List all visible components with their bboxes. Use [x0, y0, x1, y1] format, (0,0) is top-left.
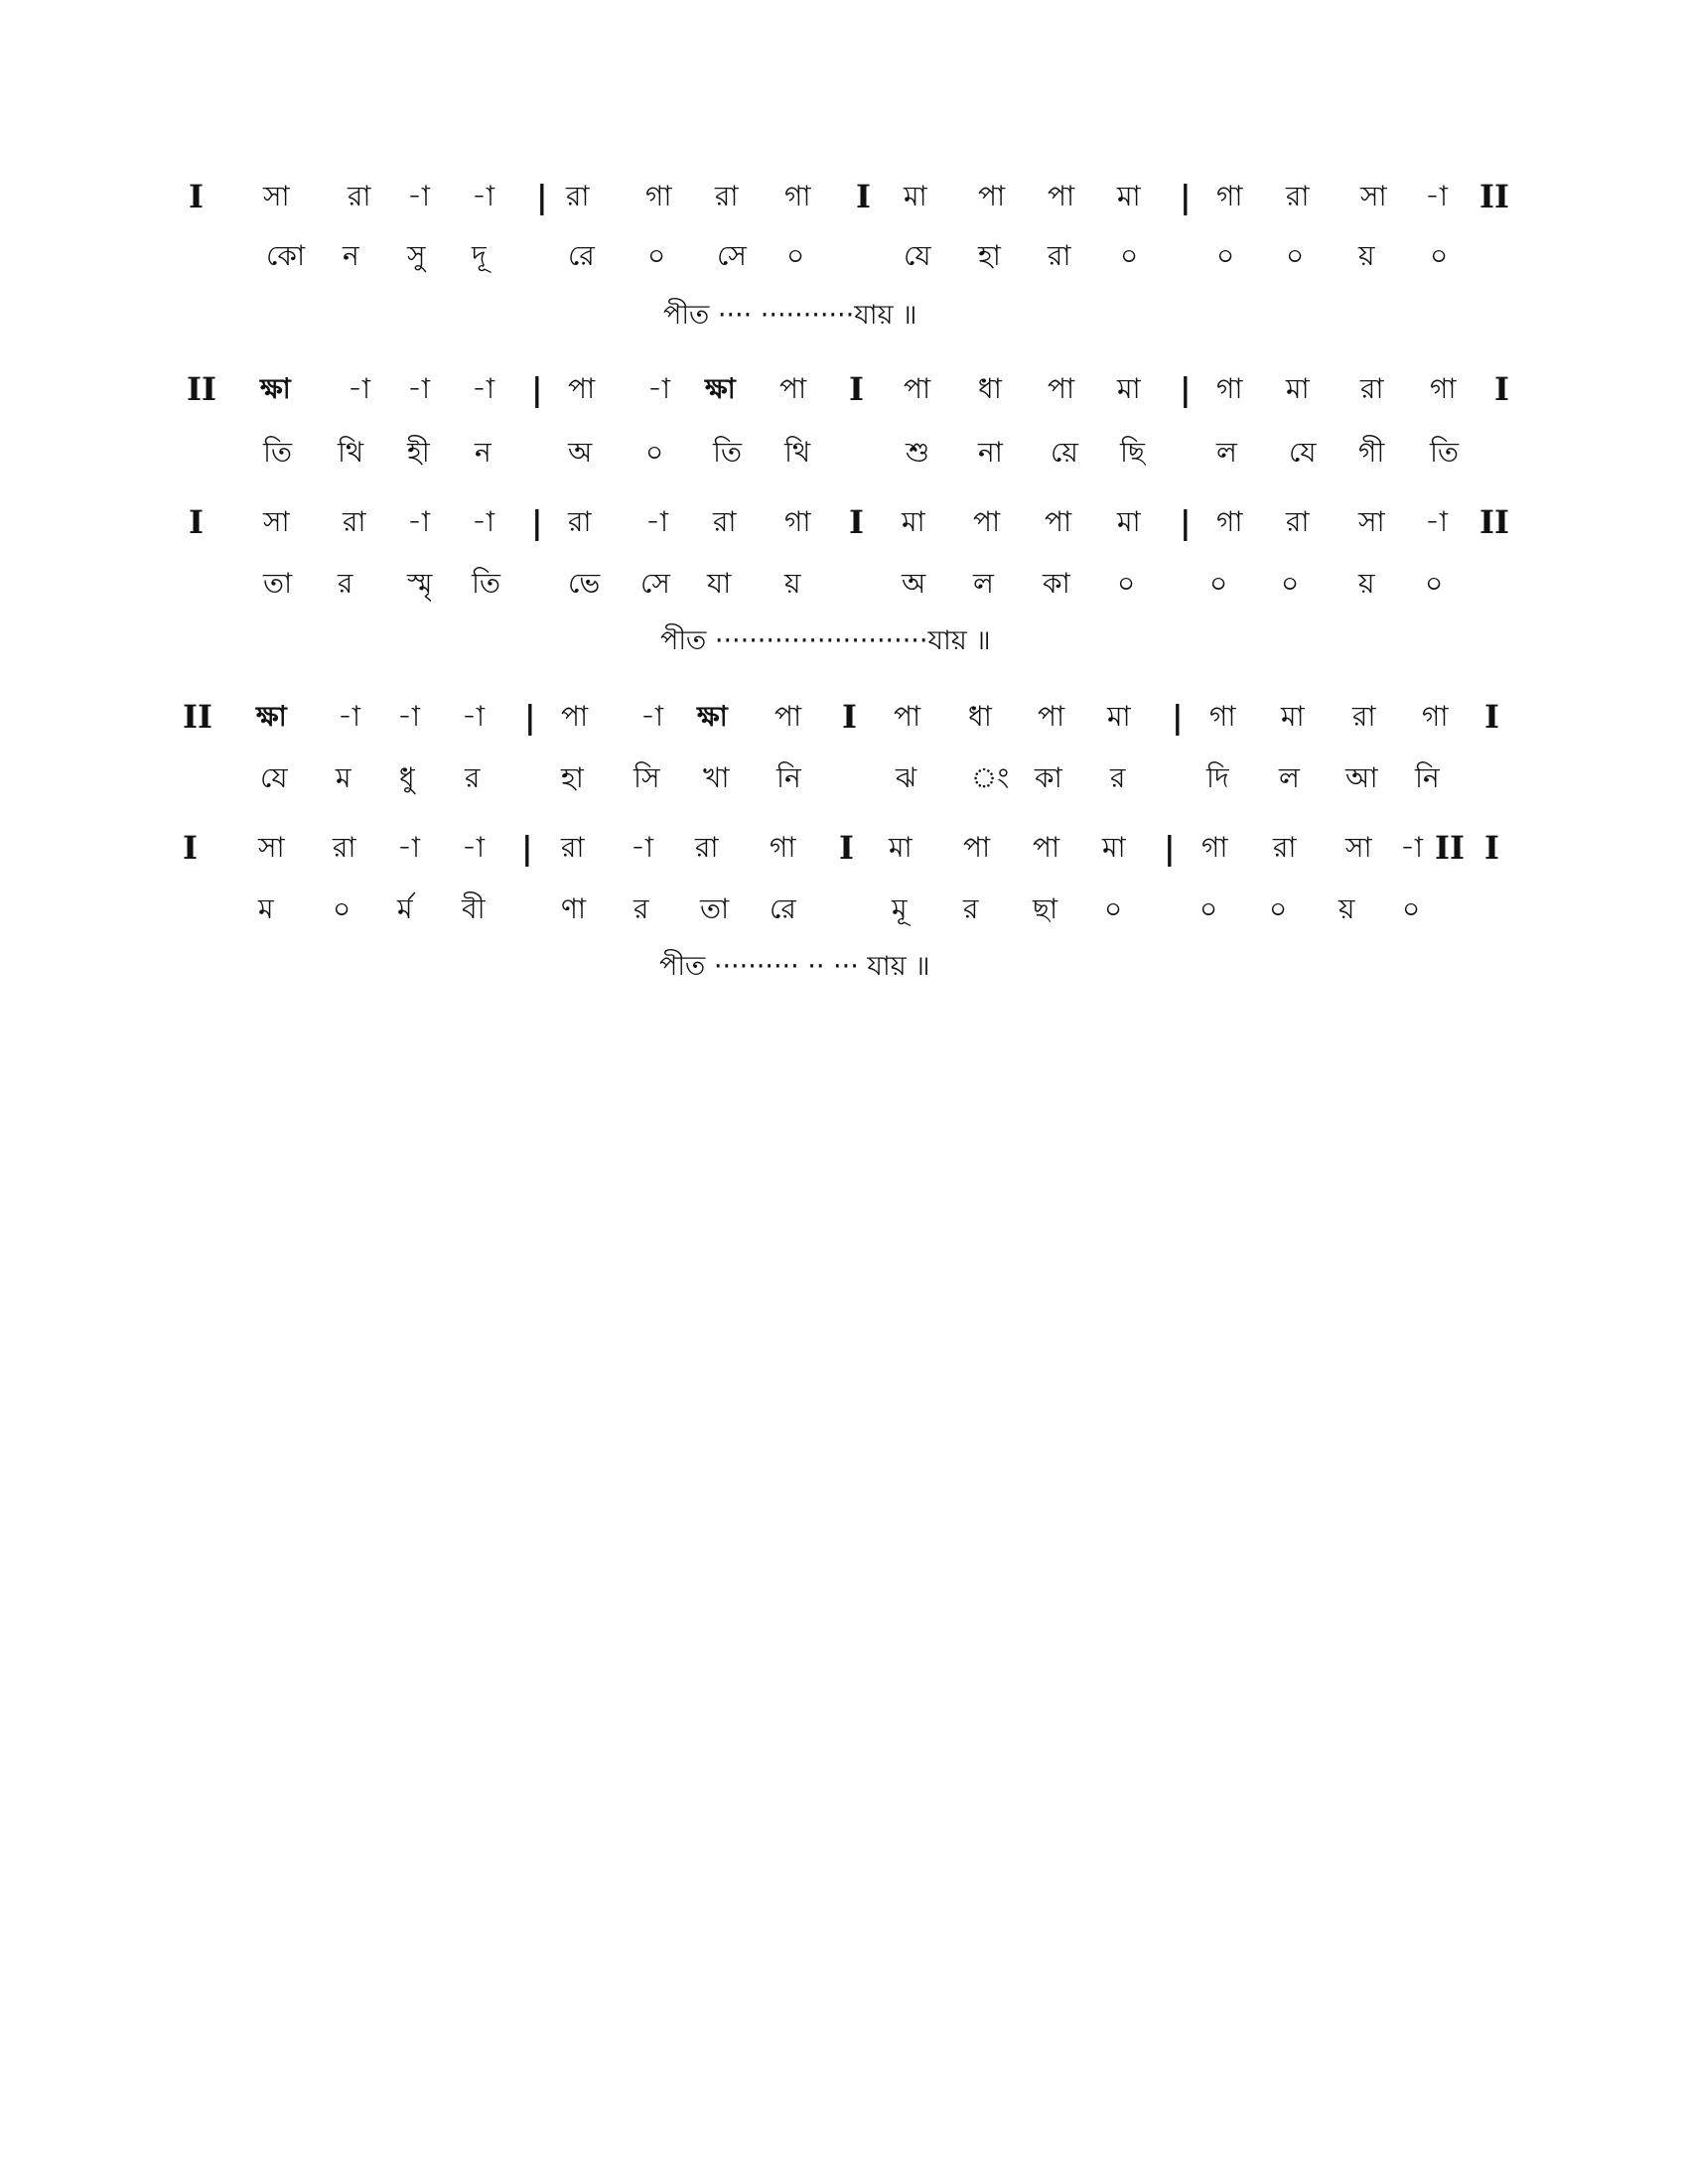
lyric-syllable: ন — [343, 239, 359, 272]
swar-note: -া — [407, 180, 431, 212]
lyric-syllable: ল — [973, 567, 994, 600]
bar-line: I — [849, 503, 864, 541]
lyric-syllable: না — [978, 436, 1003, 469]
lyric-syllable: র — [963, 892, 979, 925]
beat-divider: | — [531, 503, 543, 541]
swar-note: গা — [784, 180, 811, 212]
swar-note: পা — [978, 180, 1006, 212]
swar-note: পা — [561, 700, 589, 733]
swar-note: সা — [1358, 505, 1385, 538]
lyric-syllable: য় — [784, 567, 801, 600]
lyric-syllable: কো — [266, 239, 306, 272]
bar-line: II — [1479, 178, 1509, 215]
bar-line: I — [849, 370, 864, 408]
bar-line: II — [1479, 503, 1509, 541]
lyric-row-5 — [0, 889, 1688, 939]
swar-note: সা — [1360, 180, 1387, 212]
lyric-syllable: ০ — [1402, 892, 1421, 925]
lyric-syllable: রে — [568, 239, 595, 272]
swar-note: গা — [645, 180, 672, 212]
lyric-syllable: ০ — [1216, 239, 1235, 272]
lyric-syllable: র্ম — [397, 892, 413, 925]
refrain-line: পীত ·························যায় ॥ — [660, 625, 991, 656]
lyric-syllable: তি — [263, 436, 293, 469]
lyric-syllable: আ — [1345, 761, 1378, 794]
beat-divider: | — [521, 829, 533, 867]
swar-note: রা — [568, 505, 592, 538]
swar-note: -া — [407, 505, 431, 538]
lyric-syllable: যে — [260, 761, 288, 794]
lyric-syllable: ০ — [1281, 567, 1300, 600]
lyric-syllable: ধু — [399, 761, 415, 794]
bar-line: I — [1484, 698, 1499, 736]
bar-line: II — [183, 698, 212, 736]
lyric-syllable: ০ — [1104, 892, 1123, 925]
swar-note: মা — [1286, 372, 1310, 405]
lyric-syllable: ০ — [1425, 567, 1444, 600]
swar-note: ক্ষা — [697, 700, 728, 733]
beat-divider: | — [1180, 503, 1192, 541]
lyric-syllable: হী — [407, 436, 430, 469]
bar-line: I — [189, 178, 204, 215]
swar-note: রা — [1273, 831, 1297, 864]
swar-note: রা — [561, 831, 585, 864]
swar-note: ধা — [968, 700, 992, 733]
swar-note: -া — [472, 505, 495, 538]
lyric-row-2 — [0, 433, 1688, 482]
lyric-syllable: ০ — [1117, 567, 1136, 600]
swar-note: পা — [1048, 372, 1075, 405]
lyric-syllable: বী — [462, 892, 486, 925]
swar-note: মা — [1107, 700, 1131, 733]
lyric-syllable: ম — [336, 761, 352, 794]
swar-note: মা — [1117, 180, 1141, 212]
swar-note: গা — [1209, 700, 1236, 733]
lyric-syllable: অ — [568, 436, 593, 469]
lyric-syllable: ০ — [1209, 567, 1228, 600]
bar-line: I — [189, 503, 204, 541]
lyric-syllable: ০ — [1269, 892, 1288, 925]
swar-note: গা — [1216, 372, 1243, 405]
swar-note: রা — [1286, 505, 1310, 538]
swar-note: রা — [1286, 180, 1310, 212]
lyric-syllable: ০ — [1199, 892, 1218, 925]
swar-note: গা — [1216, 180, 1243, 212]
lyric-syllable: দি — [1206, 761, 1229, 794]
beat-divider: | — [1180, 178, 1192, 215]
lyric-syllable: রে — [770, 892, 796, 925]
swar-note: গা — [784, 505, 811, 538]
lyric-syllable: তি — [713, 436, 743, 469]
swar-note: পা — [894, 700, 921, 733]
lyric-syllable: য় — [1358, 567, 1375, 600]
bar-line: I — [183, 829, 198, 867]
swar-note: রা — [695, 831, 719, 864]
swar-row-5 — [0, 828, 1688, 878]
swar-row-2 — [0, 369, 1688, 419]
swar-note: -া — [1425, 505, 1449, 538]
swar-note: পা — [904, 372, 931, 405]
swar-note: মা — [902, 505, 925, 538]
lyric-syllable: তি — [472, 567, 501, 600]
swar-note: -া — [1400, 831, 1424, 864]
swar-note: -া — [348, 372, 371, 405]
swar-note: ক্ষা — [260, 372, 291, 405]
beat-divider: | — [531, 370, 543, 408]
swar-note: -া — [397, 831, 421, 864]
swar-note: পা — [963, 831, 991, 864]
bar-line: I — [1494, 370, 1509, 408]
lyric-syllable: ঝ — [896, 761, 917, 794]
bar-line: I — [1484, 829, 1499, 867]
lyric-syllable: হা — [561, 761, 584, 794]
beat-divider: | — [524, 698, 536, 736]
lyric-syllable: শু — [906, 436, 930, 469]
swar-note: -া — [631, 831, 654, 864]
lyric-syllable: স্মৃ — [407, 567, 433, 600]
swar-note: রা — [566, 180, 590, 212]
swar-note: -া — [645, 505, 669, 538]
swar-note: -া — [462, 831, 486, 864]
beat-divider: | — [1180, 370, 1192, 408]
swar-row-3 — [0, 502, 1688, 552]
swar-note: সা — [263, 180, 290, 212]
lyric-syllable: র — [338, 567, 353, 600]
lyric-syllable: ০ — [786, 239, 805, 272]
swar-note: পা — [973, 505, 1001, 538]
lyric-syllable: ০ — [333, 892, 352, 925]
swar-note: ধা — [978, 372, 1002, 405]
lyric-syllable: ল — [1279, 761, 1300, 794]
lyric-syllable: ছি — [1120, 436, 1145, 469]
swar-note: -া — [338, 700, 361, 733]
lyric-syllable: গী — [1358, 436, 1385, 469]
lyric-syllable: তা — [263, 567, 293, 600]
lyric-syllable: ম — [258, 892, 274, 925]
lyric-syllable: ল — [1216, 436, 1237, 469]
swar-note: মা — [904, 180, 927, 212]
swar-note: ক্ষা — [705, 372, 736, 405]
swar-note: -া — [407, 372, 431, 405]
swar-row-1 — [0, 177, 1688, 226]
lyric-syllable: সু — [407, 239, 426, 272]
bar-line: I — [839, 829, 854, 867]
lyric-syllable: যে — [1289, 436, 1317, 469]
swar-note: রা — [1360, 372, 1384, 405]
bar-line: I — [856, 178, 871, 215]
lyric-row-3 — [0, 564, 1688, 614]
swar-note: পা — [1033, 831, 1060, 864]
swar-note: রা — [713, 505, 737, 538]
lyric-row-4 — [0, 758, 1688, 808]
swar-note: পা — [568, 372, 596, 405]
swar-note: রা — [715, 180, 739, 212]
lyric-syllable: সি — [633, 761, 660, 794]
lyric-syllable: যে — [904, 239, 931, 272]
lyric-syllable: য় — [1338, 892, 1355, 925]
lyric-syllable: র — [465, 761, 481, 794]
lyric-syllable: কা — [1043, 567, 1070, 600]
lyric-syllable: তি — [1430, 436, 1460, 469]
bar-line: I — [842, 698, 857, 736]
lyric-syllable: মূ — [892, 892, 908, 925]
swar-note: রা — [343, 505, 366, 538]
lyric-syllable: ণা — [561, 892, 587, 925]
swar-row-4 — [0, 697, 1688, 747]
swar-note: সা — [258, 831, 285, 864]
swar-note: রা — [1352, 700, 1376, 733]
lyric-syllable: য়ে — [1051, 436, 1078, 469]
lyric-syllable: কা — [1035, 761, 1062, 794]
lyric-syllable: দূ — [472, 239, 487, 272]
lyric-syllable: হা — [978, 239, 1001, 272]
lyric-row-1 — [0, 236, 1688, 286]
swar-note: সা — [1345, 831, 1372, 864]
refrain-line: পীত ···· ···········যায় ॥ — [663, 300, 917, 331]
lyric-syllable: যা — [707, 567, 732, 600]
bar-line: II — [1435, 829, 1465, 867]
swar-note: মা — [1117, 372, 1141, 405]
lyric-syllable: ন — [475, 436, 492, 469]
swar-note: -া — [640, 700, 664, 733]
swar-note: -া — [397, 700, 421, 733]
bar-line: II — [187, 370, 216, 408]
lyric-syllable: থি — [784, 436, 811, 469]
lyric-syllable: ০ — [1120, 239, 1139, 272]
swar-note: মা — [1117, 505, 1141, 538]
lyric-syllable: নি — [776, 761, 801, 794]
swar-note: -া — [472, 180, 495, 212]
beat-divider: | — [1164, 829, 1176, 867]
swar-note: মা — [1102, 831, 1126, 864]
beat-divider: | — [536, 178, 548, 215]
refrain-line: পীত ·········· ·· ··· যায় ॥ — [659, 951, 930, 982]
lyric-syllable: ০ — [1430, 239, 1449, 272]
swar-note: পা — [1045, 505, 1072, 538]
lyric-syllable: র — [1110, 761, 1126, 794]
swar-note: রা — [333, 831, 356, 864]
lyric-syllable: ং — [971, 761, 1010, 794]
swar-note: রা — [348, 180, 371, 212]
lyric-syllable: ছা — [1033, 892, 1058, 925]
lyric-syllable: ০ — [645, 436, 664, 469]
swar-note: গা — [1201, 831, 1228, 864]
swar-note: ক্ষা — [256, 700, 287, 733]
swar-note: পা — [779, 372, 807, 405]
swar-note: পা — [774, 700, 802, 733]
lyric-syllable: ০ — [1286, 239, 1305, 272]
swar-note: পা — [1048, 180, 1075, 212]
swar-note: -া — [472, 372, 495, 405]
swar-note: মা — [889, 831, 913, 864]
swar-note: -া — [462, 700, 486, 733]
lyric-syllable: ভে — [568, 567, 601, 600]
lyric-syllable: র — [633, 892, 649, 925]
swar-note: -া — [1425, 180, 1449, 212]
beat-divider: | — [1172, 698, 1184, 736]
lyric-syllable: সে — [717, 239, 747, 272]
lyric-syllable: রা — [1048, 239, 1071, 272]
lyric-syllable: ০ — [647, 239, 666, 272]
lyric-syllable: সে — [640, 567, 670, 600]
swar-note: পা — [1038, 700, 1065, 733]
swar-note: গা — [1430, 372, 1457, 405]
lyric-syllable: থি — [338, 436, 364, 469]
lyric-syllable: অ — [902, 567, 926, 600]
lyric-syllable: খা — [703, 761, 730, 794]
lyric-syllable: তা — [700, 892, 730, 925]
swar-note: গা — [1216, 505, 1243, 538]
swar-note: গা — [1422, 700, 1449, 733]
swar-note: মা — [1281, 700, 1305, 733]
swar-note: গা — [770, 831, 796, 864]
lyric-syllable: নি — [1415, 761, 1440, 794]
swar-note: সা — [263, 505, 290, 538]
swar-note: -া — [647, 372, 671, 405]
lyric-syllable: য় — [1358, 239, 1375, 272]
